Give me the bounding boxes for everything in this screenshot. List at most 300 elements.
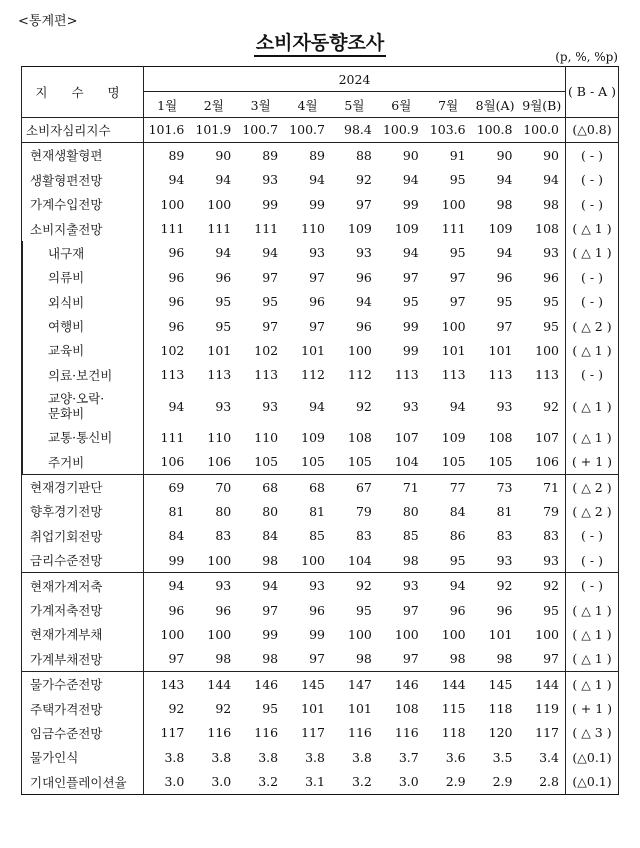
table-row: [22, 598, 619, 622]
diff-cell: ( △ 1 ): [566, 647, 619, 672]
table-row: [22, 573, 619, 598]
value-cell: 107: [394, 429, 419, 445]
value-cell: 96: [496, 269, 513, 285]
value-cell: 93: [309, 245, 325, 261]
row-label: 기대인플레이션율: [22, 770, 144, 795]
value-cell: 101: [488, 626, 513, 642]
value-cell: 99: [402, 318, 419, 334]
table-row: [22, 696, 619, 720]
value-cell: 147: [331, 671, 378, 696]
value-cell: 118: [441, 725, 466, 741]
value-cell: 83: [496, 528, 513, 544]
value-cell: 108: [348, 429, 372, 445]
diff-cell: ( - ): [566, 265, 619, 289]
value-cell: 101: [301, 342, 325, 358]
value-cell: 90: [472, 143, 519, 168]
unit-label: (p, %, %p): [555, 50, 618, 64]
diff-cell: ( - ): [566, 573, 619, 598]
value-cell: 94: [168, 398, 185, 414]
value-cell: 68: [284, 474, 331, 499]
value-cell: 116: [207, 725, 232, 741]
value-cell: 3.8: [351, 749, 372, 765]
value-cell: 93: [402, 398, 419, 414]
diff-cell: ( + 1 ): [566, 449, 619, 474]
value-cell: 92: [168, 701, 185, 717]
value-cell: 101: [301, 701, 325, 717]
value-cell: 92: [355, 172, 372, 188]
diff-cell: ( - ): [566, 548, 619, 573]
value-cell: 100: [301, 552, 325, 568]
value-cell: 101: [488, 342, 513, 358]
value-cell: 99: [309, 196, 325, 212]
value-cell: 97: [309, 651, 325, 667]
value-cell: 99: [262, 196, 279, 212]
row-label: 외식비: [22, 290, 144, 314]
value-cell: 93: [355, 245, 372, 261]
value-cell: 105: [488, 454, 513, 470]
value-cell: 94: [496, 245, 513, 261]
value-cell: 106: [535, 454, 559, 470]
value-cell: 97: [543, 651, 559, 667]
page-title: 소비자동향조사: [0, 28, 640, 55]
value-cell: 90: [190, 143, 237, 168]
value-cell: 96: [215, 602, 232, 618]
value-cell: 120: [488, 725, 513, 741]
value-cell: 99: [168, 552, 185, 568]
value-cell: 84: [262, 528, 279, 544]
value-cell: 113: [535, 367, 559, 383]
value-cell: 67: [331, 474, 378, 499]
value-cell: 95: [543, 294, 559, 310]
value-cell: 117: [535, 725, 559, 741]
header-month: 2월: [203, 97, 224, 113]
value-cell: 84: [449, 503, 466, 519]
value-cell: 94: [402, 172, 419, 188]
value-cell: 93: [215, 398, 232, 414]
row-label: 소비자심리지수: [22, 117, 144, 142]
table-row: [22, 168, 619, 192]
value-cell: 93: [496, 552, 513, 568]
value-cell: 110: [207, 429, 232, 445]
table-row: [22, 474, 619, 499]
value-cell: 80: [215, 503, 232, 519]
value-cell: 94: [168, 172, 185, 188]
row-label: 의료·보건비: [22, 363, 144, 387]
table-row: [22, 117, 619, 142]
value-cell: 3.7: [398, 749, 419, 765]
value-cell: 93: [496, 398, 513, 414]
value-cell: 95: [262, 701, 279, 717]
diff-cell: ( + 1 ): [566, 696, 619, 720]
value-cell: 99: [402, 342, 419, 358]
value-cell: 80: [262, 503, 279, 519]
value-cell: 146: [237, 671, 284, 696]
value-cell: 3.5: [492, 749, 513, 765]
table-row: [22, 192, 619, 216]
section-label: <통계편>: [18, 14, 78, 29]
value-cell: 100: [207, 552, 232, 568]
row-label: 주거비: [22, 449, 144, 474]
value-cell: 110: [254, 429, 279, 445]
value-cell: 2.9: [445, 774, 466, 790]
value-cell: 3.0: [211, 774, 232, 790]
value-cell: 111: [254, 221, 279, 237]
value-cell: 95: [215, 318, 232, 334]
value-cell: 94: [425, 573, 472, 598]
header-year: 2024: [144, 67, 566, 92]
value-cell: 68: [237, 474, 284, 499]
value-cell: 97: [402, 269, 419, 285]
value-cell: 108: [535, 221, 559, 237]
table-row: [22, 290, 619, 314]
value-cell: 100: [160, 626, 185, 642]
value-cell: 97: [355, 196, 372, 212]
value-cell: 108: [394, 701, 419, 717]
diff-cell: ( - ): [566, 524, 619, 548]
value-cell: 95: [262, 294, 279, 310]
value-cell: 107: [535, 429, 559, 445]
row-label: 의류비: [22, 265, 144, 289]
value-cell: 109: [301, 429, 325, 445]
value-cell: 83: [355, 528, 372, 544]
value-cell: 117: [301, 725, 325, 741]
value-cell: 113: [488, 367, 513, 383]
value-cell: 94: [215, 172, 232, 188]
value-cell: 3.6: [445, 749, 466, 765]
row-label: 생활형편전망: [22, 168, 144, 192]
table-row: [22, 548, 619, 573]
value-cell: 105: [348, 454, 372, 470]
value-cell: 96: [215, 269, 232, 285]
diff-cell: ( △ 2 ): [566, 474, 619, 499]
value-cell: 94: [496, 172, 513, 188]
diff-cell: ( - ): [566, 192, 619, 216]
header-month: 6월: [391, 97, 412, 113]
diff-cell: ( △ 1 ): [566, 622, 619, 646]
row-label: 가계수입전망: [22, 192, 144, 216]
value-cell: 99: [402, 196, 419, 212]
value-cell: 118: [488, 701, 513, 717]
value-cell: 69: [144, 474, 191, 499]
table-row: [22, 425, 619, 449]
value-cell: 119: [535, 701, 559, 717]
value-cell: 104: [394, 454, 419, 470]
diff-cell: ( △ 1 ): [566, 671, 619, 696]
value-cell: 93: [262, 172, 279, 188]
value-cell: 145: [284, 671, 331, 696]
value-cell: 97: [309, 269, 325, 285]
value-cell: 84: [168, 528, 185, 544]
value-cell: 96: [168, 269, 185, 285]
value-cell: 89: [144, 143, 191, 168]
value-cell: 95: [449, 245, 466, 261]
value-cell: 98: [262, 552, 279, 568]
value-cell: 110: [301, 221, 325, 237]
value-cell: 98: [402, 552, 419, 568]
header-diff: ( B - A ): [566, 67, 619, 118]
value-cell: 77: [425, 474, 472, 499]
diff-cell: (△0.1): [566, 745, 619, 769]
value-cell: 93: [543, 552, 559, 568]
value-cell: 96: [168, 245, 185, 261]
header-index-name: 지 수 명: [22, 67, 144, 118]
value-cell: 83: [215, 528, 232, 544]
value-cell: 3.2: [258, 774, 279, 790]
value-cell: 100: [535, 342, 559, 358]
value-cell: 92: [543, 398, 559, 414]
value-cell: 112: [348, 367, 372, 383]
value-cell: 100: [394, 626, 419, 642]
table-row: [22, 647, 619, 672]
row-label: [22, 387, 144, 425]
value-cell: 105: [254, 454, 279, 470]
row-label: 물가인식: [22, 745, 144, 769]
table-row: [22, 265, 619, 289]
value-cell: 81: [309, 503, 325, 519]
row-label: 가계저축전망: [22, 598, 144, 622]
value-cell: 94: [402, 245, 419, 261]
value-cell: 97: [402, 602, 419, 618]
value-cell: 106: [207, 454, 232, 470]
value-cell: 95: [543, 318, 559, 334]
value-cell: 100.7: [284, 117, 331, 142]
value-cell: 94: [237, 573, 284, 598]
value-cell: 145: [472, 671, 519, 696]
value-cell: 3.2: [351, 774, 372, 790]
value-cell: 100: [160, 196, 185, 212]
value-cell: 146: [378, 671, 425, 696]
value-cell: 96: [543, 269, 559, 285]
table-row: [22, 524, 619, 548]
value-cell: 111: [160, 221, 185, 237]
value-cell: 93: [190, 573, 237, 598]
value-cell: 111: [441, 221, 466, 237]
row-label: 교통·통신비: [22, 425, 144, 449]
table-row: [22, 671, 619, 696]
row-label: 임금수준전망: [22, 721, 144, 745]
value-cell: 96: [168, 294, 185, 310]
value-cell: 109: [441, 429, 466, 445]
value-cell: 90: [378, 143, 425, 168]
value-cell: 83: [543, 528, 559, 544]
header-month: 7월: [438, 97, 459, 113]
header-month: 5월: [344, 97, 365, 113]
table-row: [22, 622, 619, 646]
value-cell: 98.4: [331, 117, 378, 142]
diff-cell: ( - ): [566, 290, 619, 314]
table-row: [22, 216, 619, 240]
value-cell: 103.6: [425, 117, 472, 142]
value-cell: 96: [309, 294, 325, 310]
value-cell: 100.7: [237, 117, 284, 142]
row-label: 현재가계저축: [22, 573, 144, 598]
row-label: 현재경기판단: [22, 474, 144, 499]
diff-cell: ( - ): [566, 168, 619, 192]
value-cell: 94: [355, 294, 372, 310]
value-cell: 96: [309, 602, 325, 618]
value-cell: 100: [207, 196, 232, 212]
value-cell: 101.9: [190, 117, 237, 142]
value-cell: 117: [160, 725, 185, 741]
value-cell: 106: [160, 454, 185, 470]
value-cell: 95: [402, 294, 419, 310]
table-row: [22, 363, 619, 387]
diff-cell: ( △ 1 ): [566, 338, 619, 362]
diff-cell: ( △ 2 ): [566, 314, 619, 338]
value-cell: 3.0: [164, 774, 185, 790]
header-month: 9월(B): [522, 97, 562, 113]
value-cell: 3.8: [258, 749, 279, 765]
value-cell: 99: [262, 626, 279, 642]
consumer-survey-table: [21, 66, 619, 795]
value-cell: 92: [355, 398, 372, 414]
value-cell: 98: [543, 196, 559, 212]
value-cell: 100.9: [378, 117, 425, 142]
value-cell: 93: [378, 573, 425, 598]
value-cell: 100: [348, 626, 372, 642]
diff-cell: ( △ 1 ): [566, 387, 619, 425]
value-cell: 96: [449, 602, 466, 618]
value-cell: 71: [378, 474, 425, 499]
value-cell: 96: [355, 318, 372, 334]
value-cell: 92: [519, 573, 566, 598]
value-cell: 73: [472, 474, 519, 499]
table-row: [22, 314, 619, 338]
row-label: 소비지출전망: [22, 216, 144, 240]
value-cell: 88: [331, 143, 378, 168]
value-cell: 109: [394, 221, 419, 237]
value-cell: 100: [535, 626, 559, 642]
value-cell: 95: [215, 294, 232, 310]
value-cell: 70: [190, 474, 237, 499]
value-cell: 2.8: [539, 774, 559, 790]
diff-cell: ( △ 1 ): [566, 216, 619, 240]
value-cell: 3.8: [211, 749, 232, 765]
value-cell: 3.0: [398, 774, 419, 790]
table-row: [22, 770, 619, 795]
value-cell: 91: [425, 143, 472, 168]
value-cell: 94: [309, 172, 325, 188]
value-cell: 104: [348, 552, 372, 568]
table-row: [22, 449, 619, 474]
diff-cell: ( △ 1 ): [566, 241, 619, 265]
value-cell: 101: [207, 342, 232, 358]
row-label: 가계부채전망: [22, 647, 144, 672]
value-cell: 96: [168, 602, 185, 618]
value-cell: 102: [254, 342, 279, 358]
value-cell: 97: [402, 651, 419, 667]
header-month: 3월: [250, 97, 271, 113]
value-cell: 97: [449, 294, 466, 310]
value-cell: 3.8: [164, 749, 185, 765]
value-cell: 144: [519, 671, 566, 696]
value-cell: 101.6: [144, 117, 191, 142]
row-label: 금리수준전망: [22, 548, 144, 573]
value-cell: 94: [144, 573, 191, 598]
value-cell: 109: [488, 221, 513, 237]
value-cell: 94: [543, 172, 559, 188]
value-cell: 100: [441, 318, 466, 334]
value-cell: 96: [168, 318, 185, 334]
value-cell: 100: [207, 626, 232, 642]
value-cell: 113: [254, 367, 279, 383]
row-label-line: 문화비: [48, 406, 85, 422]
diff-cell: ( △ 3 ): [566, 721, 619, 745]
value-cell: 86: [449, 528, 466, 544]
header-month: 4월: [297, 97, 318, 113]
table-row: [22, 745, 619, 769]
table-row: [22, 338, 619, 362]
value-cell: 97: [262, 318, 279, 334]
value-cell: 96: [355, 269, 372, 285]
diff-cell: (△0.8): [566, 117, 619, 142]
value-cell: 97: [168, 651, 185, 667]
value-cell: 105: [301, 454, 325, 470]
row-label: 취업기회전망: [22, 524, 144, 548]
value-cell: 92: [472, 573, 519, 598]
row-label: 여행비: [22, 314, 144, 338]
value-cell: 111: [207, 221, 232, 237]
value-cell: 98: [449, 651, 466, 667]
value-cell: 144: [190, 671, 237, 696]
diff-cell: ( - ): [566, 363, 619, 387]
table-row: [22, 143, 619, 168]
table-row: [22, 499, 619, 523]
value-cell: 116: [348, 725, 372, 741]
value-cell: 93: [543, 245, 559, 261]
value-cell: 85: [402, 528, 419, 544]
table-row: [22, 721, 619, 745]
diff-cell: ( △ 2 ): [566, 499, 619, 523]
diff-cell: ( △ 1 ): [566, 425, 619, 449]
row-label: 교육비: [22, 338, 144, 362]
diff-cell: (△0.1): [566, 770, 619, 795]
value-cell: 113: [394, 367, 419, 383]
value-cell: 94: [309, 398, 325, 414]
header-month: 1월: [144, 92, 191, 117]
value-cell: 99: [309, 626, 325, 642]
value-cell: 95: [496, 294, 513, 310]
value-cell: 94: [262, 245, 279, 261]
value-cell: 3.1: [305, 774, 325, 790]
value-cell: 94: [449, 398, 466, 414]
row-label: 향후경기전망: [22, 499, 144, 523]
value-cell: 100.8: [472, 117, 519, 142]
value-cell: 94: [215, 245, 232, 261]
value-cell: 113: [160, 367, 185, 383]
value-cell: 97: [309, 318, 325, 334]
value-cell: 3.8: [305, 749, 325, 765]
value-cell: 98: [355, 651, 372, 667]
value-cell: 92: [331, 573, 378, 598]
value-cell: 97: [262, 269, 279, 285]
value-cell: 112: [301, 367, 325, 383]
value-cell: 93: [284, 573, 331, 598]
value-cell: 95: [449, 552, 466, 568]
value-cell: 2.9: [492, 774, 513, 790]
value-cell: 116: [254, 725, 279, 741]
value-cell: 98: [215, 651, 232, 667]
value-cell: 79: [543, 503, 559, 519]
table-row: [22, 241, 619, 265]
row-label: 현재생활형편: [22, 143, 144, 168]
value-cell: 90: [519, 143, 566, 168]
value-cell: 89: [284, 143, 331, 168]
value-cell: 101: [441, 342, 466, 358]
value-cell: 95: [449, 172, 466, 188]
value-cell: 113: [207, 367, 232, 383]
value-cell: 71: [519, 474, 566, 499]
